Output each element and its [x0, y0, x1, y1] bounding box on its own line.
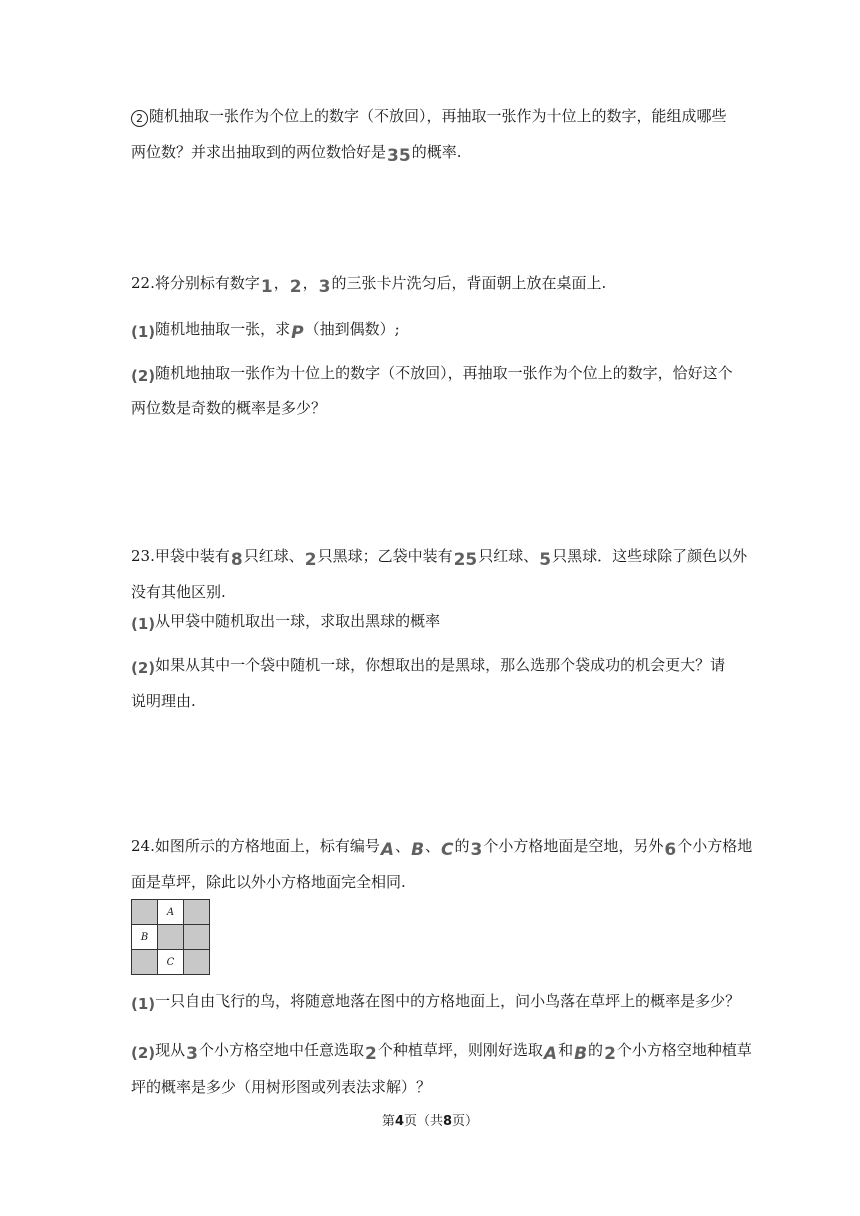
- q22-text: 将分别标有数字: [154, 274, 260, 292]
- q23-part2-line1: [131, 654, 725, 676]
- q23-part1-text: 从甲袋中随机取出一球，求取出黑球的概率: [155, 612, 441, 630]
- part-marker: (1): [131, 323, 156, 341]
- math-number: 25: [453, 550, 478, 570]
- page-total: 8: [443, 1114, 453, 1129]
- q21-part2-line2: [131, 141, 462, 166]
- grid-cell-grass: [132, 900, 158, 925]
- q23-text: 甲袋中装有: [154, 547, 230, 565]
- math-variable: P: [291, 323, 304, 343]
- q24-part2-text: 个小方格空地种植草: [616, 1041, 752, 1059]
- grid-cell-b: B: [132, 925, 158, 950]
- q21-part2-line1: [131, 105, 727, 127]
- q24-part2-text: 个种植草坪，则刚好选取: [377, 1041, 543, 1059]
- q22-part1-text: （抽到偶数）;: [304, 320, 400, 338]
- separator: 、: [395, 837, 411, 855]
- math-number: 2: [365, 1044, 377, 1064]
- grid-cell-c: C: [158, 950, 184, 975]
- part-marker: (2): [131, 1044, 156, 1062]
- q22-part2-text: 随机地抽取一张作为十位上的数字（不放回），再抽取一张作为个位上的数字，恰好这个: [155, 364, 733, 382]
- math-number: 3: [186, 1044, 199, 1064]
- circled-marker: 2: [131, 110, 148, 127]
- math-number: 8: [230, 550, 243, 570]
- q24-part2-line1: [131, 1039, 752, 1064]
- q24-text: 个小方格地: [677, 837, 753, 855]
- math-variable: B: [411, 840, 425, 860]
- part-marker: (1): [131, 615, 156, 633]
- separator: ，: [273, 274, 289, 292]
- grid-cell-grass: [158, 925, 184, 950]
- q23-part2-line2: [131, 690, 196, 712]
- q24-stem: [131, 835, 753, 860]
- math-number: 2: [289, 277, 302, 297]
- math-number: 2: [604, 1044, 616, 1064]
- q22-text: 的三张卡片洗匀后，背面朝上放在桌面上.: [331, 274, 607, 292]
- grid-cell-grass: [184, 925, 210, 950]
- question-number: 24.: [131, 837, 155, 855]
- math-number: 1: [260, 277, 273, 297]
- q24-part2-text: 坪的概率是多少（用树形图或列表法求解）？: [131, 1078, 432, 1096]
- q21-part2-text: 随机抽取一张作为个位上的数字（不放回），再抽取一张作为十位上的数字，能组成哪些: [149, 107, 727, 125]
- q24-part1-text: 一只自由飞行的鸟，将随意地落在图中的方格地面上，问小鸟落在草坪上的概率是多少？: [155, 992, 741, 1010]
- separator: 、: [425, 837, 441, 855]
- q23-text: 只黑球；乙袋中装有: [317, 547, 453, 565]
- q22-part2-line2: [131, 397, 326, 419]
- q22-part2-line1: [131, 362, 733, 384]
- math-variable: C: [441, 840, 454, 860]
- page-number: 4: [394, 1114, 404, 1129]
- q21-part2-text2: 两位数？并求出抽取到的两位数恰好是: [131, 143, 387, 161]
- grid-cell-a: A: [158, 900, 184, 925]
- math-number: 6: [664, 840, 677, 860]
- q23-text: 只黑球．这些球除了颜色以外: [552, 547, 748, 565]
- math-variable: A: [543, 1044, 558, 1064]
- q22-part2-text: 两位数是奇数的概率是多少？: [131, 399, 327, 417]
- q22-stem: [131, 272, 607, 297]
- math-number: 35: [387, 146, 411, 166]
- q24-text: 的: [454, 837, 470, 855]
- page-footer: [0, 1110, 860, 1129]
- footer-text: 页（共: [403, 1114, 443, 1129]
- grid-cell-grass: [184, 900, 210, 925]
- q24-stem-line2: [131, 871, 406, 893]
- q24-text: 面是草坪，除此以外小方格地面完全相同.: [131, 873, 406, 891]
- footer-text: 第: [381, 1114, 395, 1129]
- footer-text: 页）: [452, 1114, 479, 1129]
- q24-part2-text: 的: [588, 1041, 604, 1059]
- math-variable: B: [574, 1044, 588, 1064]
- math-number: 2: [304, 550, 317, 570]
- separator: ，: [302, 274, 318, 292]
- q24-part2-text: 个小方格空地中任意选取: [199, 1041, 365, 1059]
- q23-stem: [131, 545, 748, 570]
- q23-part2-text: 如果从其中一个袋中随机一球，你想取出的是黑球，那么选那个袋成功的机会更大？请: [155, 656, 726, 674]
- q24-part2-line2: [131, 1076, 431, 1098]
- q23-stem-line2: [131, 581, 226, 603]
- q24-text: 如图所示的方格地面上，标有编号: [154, 837, 380, 855]
- part-marker: (2): [131, 659, 156, 677]
- q22-part1-text: 随机地抽取一张，求: [155, 320, 291, 338]
- q21-part2-text3: 的概率.: [411, 143, 462, 161]
- q22-part1: [131, 318, 400, 343]
- question-number: 23.: [131, 547, 155, 565]
- q24-text: 个小方格地面是空地，另外: [483, 837, 664, 855]
- grid-figure: [131, 899, 210, 975]
- math-variable: A: [380, 840, 395, 860]
- q23-text: 只红球、: [478, 547, 539, 565]
- math-number: 3: [470, 840, 483, 860]
- q23-text: 没有其他区别.: [131, 583, 226, 601]
- q23-part1: [131, 610, 440, 632]
- q24-part2-text: 和: [558, 1041, 574, 1059]
- math-number: 3: [318, 277, 331, 297]
- q23-text: 只红球、: [243, 547, 304, 565]
- part-marker: (1): [131, 995, 156, 1013]
- question-number: 22.: [131, 274, 155, 292]
- q24-part2-text: 现从: [155, 1041, 186, 1059]
- part-marker: (2): [131, 367, 156, 385]
- grid-cell-grass: [132, 950, 158, 975]
- q23-part2-text: 说明理由.: [131, 692, 196, 710]
- grid-cell-grass: [184, 950, 210, 975]
- q24-part1: [131, 990, 740, 1012]
- math-number: 5: [539, 550, 552, 570]
